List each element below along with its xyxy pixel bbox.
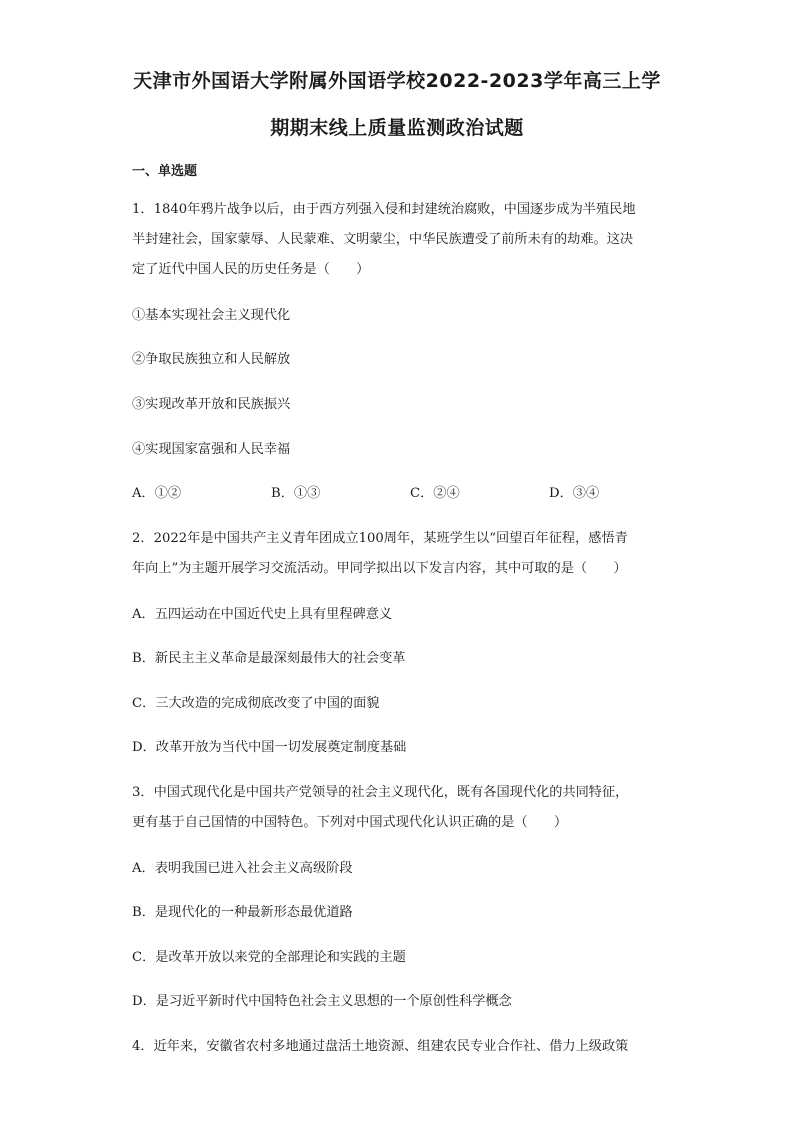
q1-option-a: A．①② <box>132 486 182 501</box>
q1-item-1: ①基本实现社会主义现代化 <box>132 308 291 323</box>
q3-stem-line-2: 更有基于自己国情的中国特色。下列对中国式现代化认识正确的是（ ） <box>132 815 568 830</box>
document-title-line-2: 期期末线上质量监测政治试题 <box>270 117 524 139</box>
q2-option-d: D．改革开放为当代中国一切发展奠定制度基础 <box>132 740 407 755</box>
q3-option-d: D．是习近平新时代中国特色社会主义思想的一个原创性科学概念 <box>132 994 512 1009</box>
q3-option-c: C．是改革开放以来党的全部理论和实践的主题 <box>132 950 406 965</box>
q1-option-b: B．①③ <box>271 486 321 501</box>
q2-stem-line-1: 2．2022年是中国共产主义青年团成立100周年，某班学生以“回望百年征程，感悟青 <box>132 531 628 546</box>
q1-option-c: C．②④ <box>410 486 460 501</box>
document-title-line-1: 天津市外国语大学附属外国语学校2022-2023学年高三上学 <box>133 70 661 92</box>
q1-item-4: ④实现国家富强和人民幸福 <box>132 442 291 457</box>
q3-option-a: A．表明我国已进入社会主义高级阶段 <box>132 861 353 876</box>
q2-option-a: A．五四运动在中国近代史上具有里程碑意义 <box>132 607 393 622</box>
q1-stem-line-3: 定了近代中国人民的历史任务是（ ） <box>132 262 370 277</box>
q1-stem-line-2: 半封建社会，国家蒙辱、人民蒙难、文明蒙尘，中华民族遭受了前所未有的劫难。这决 <box>132 232 634 247</box>
q2-option-c: C．三大改造的完成彻底改变了中国的面貌 <box>132 696 380 711</box>
q2-stem-line-2: 年向上”为主题开展学习交流活动。甲同学拟出以下发言内容，其中可取的是（ ） <box>132 561 627 576</box>
q3-option-b: B．是现代化的一种最新形态最优道路 <box>132 905 353 920</box>
q1-option-d: D．③④ <box>549 486 600 501</box>
section-heading: 一、单选题 <box>132 164 198 179</box>
q4-stem-line-1: 4．近年来，安徽省农村多地通过盘活土地资源、组建农民专业合作社、借力上级政策 <box>132 1039 629 1054</box>
q3-stem-line-1: 3．中国式现代化是中国共产党领导的社会主义现代化，既有各国现代化的共同特征， <box>132 785 629 800</box>
q1-item-3: ③实现改革开放和民族振兴 <box>132 397 291 412</box>
q1-item-2: ②争取民族独立和人民解放 <box>132 352 291 367</box>
q1-stem-line-1: 1．1840年鸦片战争以后，由于西方列强入侵和封建统治腐败，中国逐步成为半殖民地 <box>132 202 636 217</box>
q2-option-b: B．新民主主义革命是最深刻最伟大的社会变革 <box>132 651 406 666</box>
